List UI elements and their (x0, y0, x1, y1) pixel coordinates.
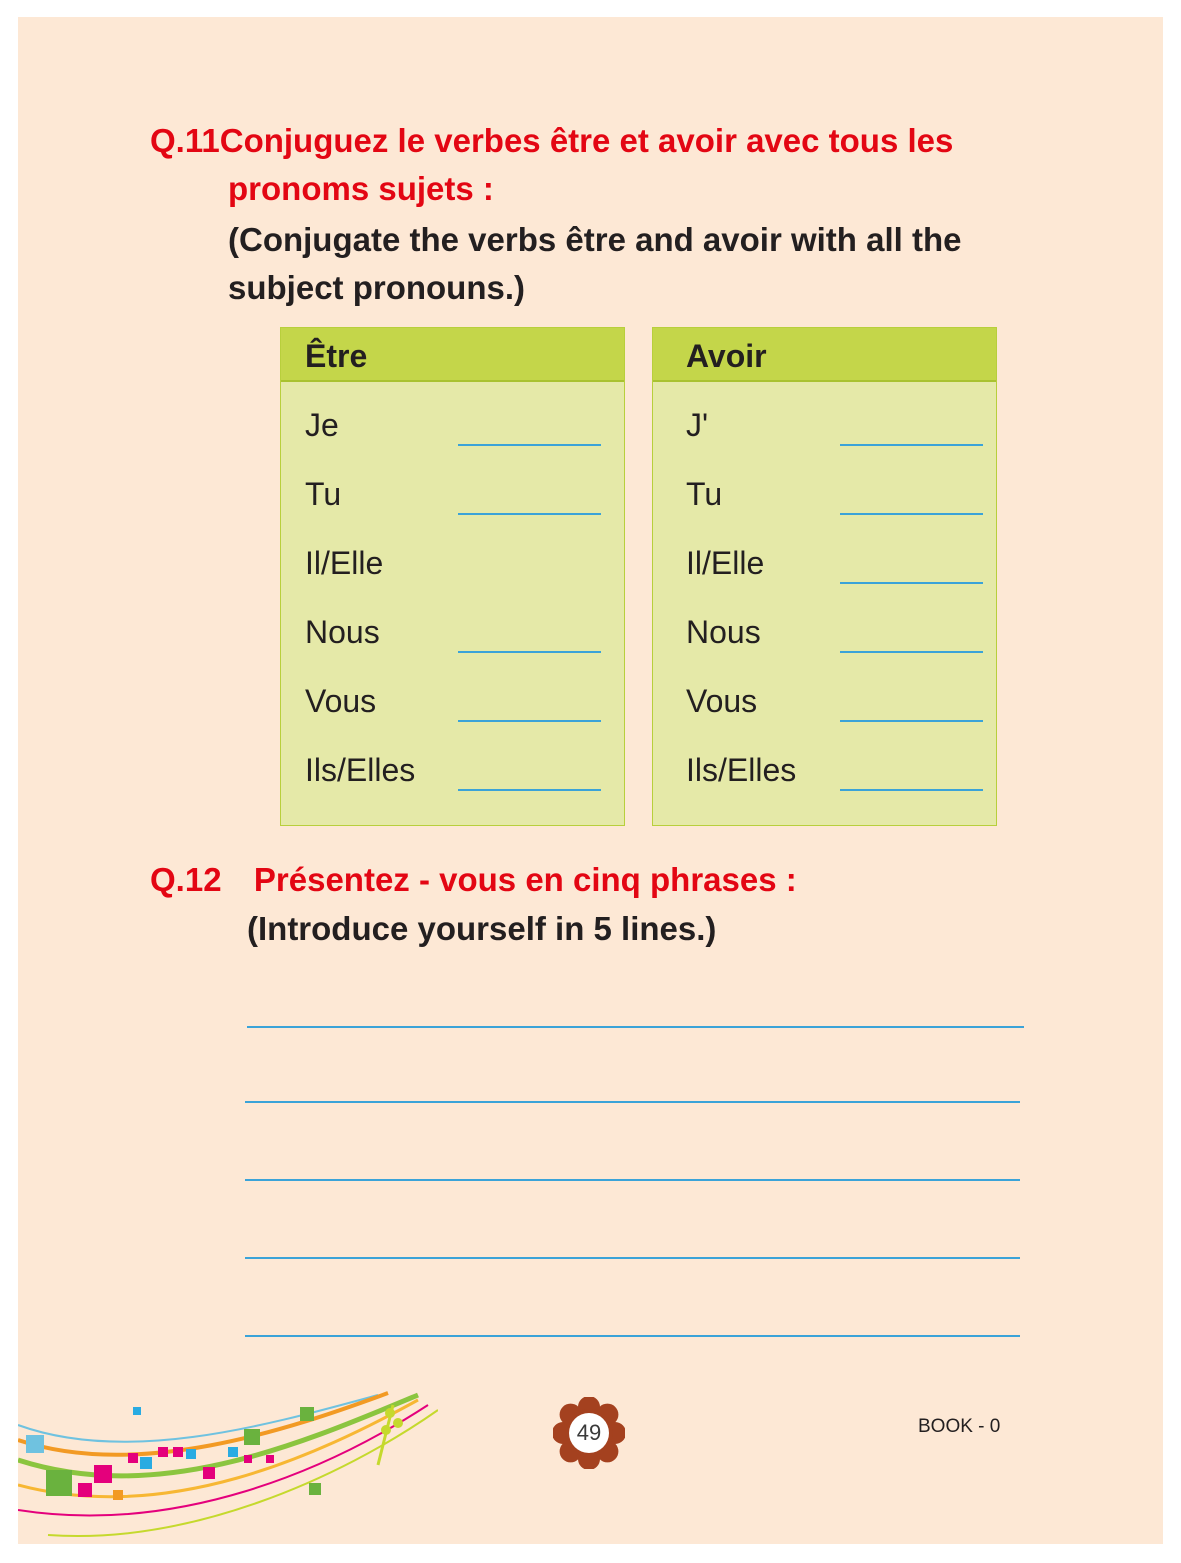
avoir-row-nous (653, 616, 996, 656)
decorative-swoosh-graphic (18, 1385, 438, 1545)
etre-row-vous (281, 685, 624, 725)
avoir-table-header (653, 328, 996, 382)
etre-answer-blank[interactable] (458, 789, 601, 791)
etre-answer-blank[interactable] (458, 720, 601, 722)
avoir-table (652, 327, 997, 826)
avoir-answer-blank[interactable] (840, 513, 983, 515)
avoir-table-title: Avoir (686, 338, 767, 374)
avoir-answer-blank[interactable] (840, 582, 983, 584)
avoir-pronoun: J' (686, 407, 709, 443)
avoir-pronoun: Il/Elle (686, 545, 765, 581)
etre-pronoun: Il/Elle (305, 545, 384, 581)
etre-row-ils-elles (281, 754, 624, 794)
etre-pronoun: Ils/Elles (305, 752, 416, 788)
avoir-pronoun: Ils/Elles (686, 752, 797, 788)
answer-line[interactable] (245, 1179, 1020, 1181)
answer-line[interactable] (245, 1257, 1020, 1259)
avoir-pronoun: Nous (686, 614, 761, 650)
etre-row-je (281, 409, 624, 449)
q12-heading (150, 863, 797, 896)
q11-label: Q.11 (150, 122, 220, 159)
avoir-pronoun: Vous (686, 683, 758, 719)
page-number: 49 (576, 1420, 602, 1445)
etre-row-nous (281, 616, 624, 656)
avoir-row-ils-elles (653, 754, 996, 794)
avoir-pronoun: Tu (686, 476, 723, 512)
q11-translation-line2: subject pronouns.) (228, 269, 525, 306)
answer-line[interactable] (245, 1101, 1020, 1103)
avoir-answer-blank[interactable] (840, 444, 983, 446)
q11-title-line1: Conjuguez le verbes être et avoir avec tous les (219, 122, 954, 159)
q12-title: Présentez - vous en cinq phrases : (253, 861, 797, 898)
etre-pronoun: Vous (305, 683, 377, 719)
avoir-answer-blank[interactable] (840, 789, 983, 791)
etre-row-il-elle (281, 547, 624, 587)
q12-label: Q.12 (150, 861, 222, 898)
q11-heading-line1 (150, 124, 953, 157)
etre-table-title: Être (305, 338, 368, 374)
avoir-answer-blank[interactable] (840, 720, 983, 722)
avoir-row-j (653, 409, 996, 449)
avoir-row-vous (653, 685, 996, 725)
answer-line[interactable] (247, 1026, 1024, 1028)
answer-line[interactable] (245, 1335, 1020, 1337)
q11-translation-line1: (Conjugate the verbs être and avoir with all the (228, 221, 962, 258)
etre-table-header (281, 328, 624, 382)
etre-answer-blank[interactable] (458, 651, 601, 653)
etre-answer-blank[interactable] (458, 444, 601, 446)
book-label: BOOK - 0 (918, 1416, 1001, 1437)
avoir-row-tu (653, 478, 996, 518)
etre-pronoun: Je (305, 407, 339, 443)
etre-pronoun: Nous (305, 614, 380, 650)
avoir-answer-blank[interactable] (840, 651, 983, 653)
q12-translation: (Introduce yourself in 5 lines.) (247, 910, 717, 947)
etre-row-tu (281, 478, 624, 518)
avoir-row-il-elle (653, 547, 996, 587)
etre-pronoun: Tu (305, 476, 342, 512)
q11-title-line2: pronoms sujets : (228, 170, 494, 207)
etre-answer-blank[interactable] (458, 513, 601, 515)
etre-table (280, 327, 625, 826)
